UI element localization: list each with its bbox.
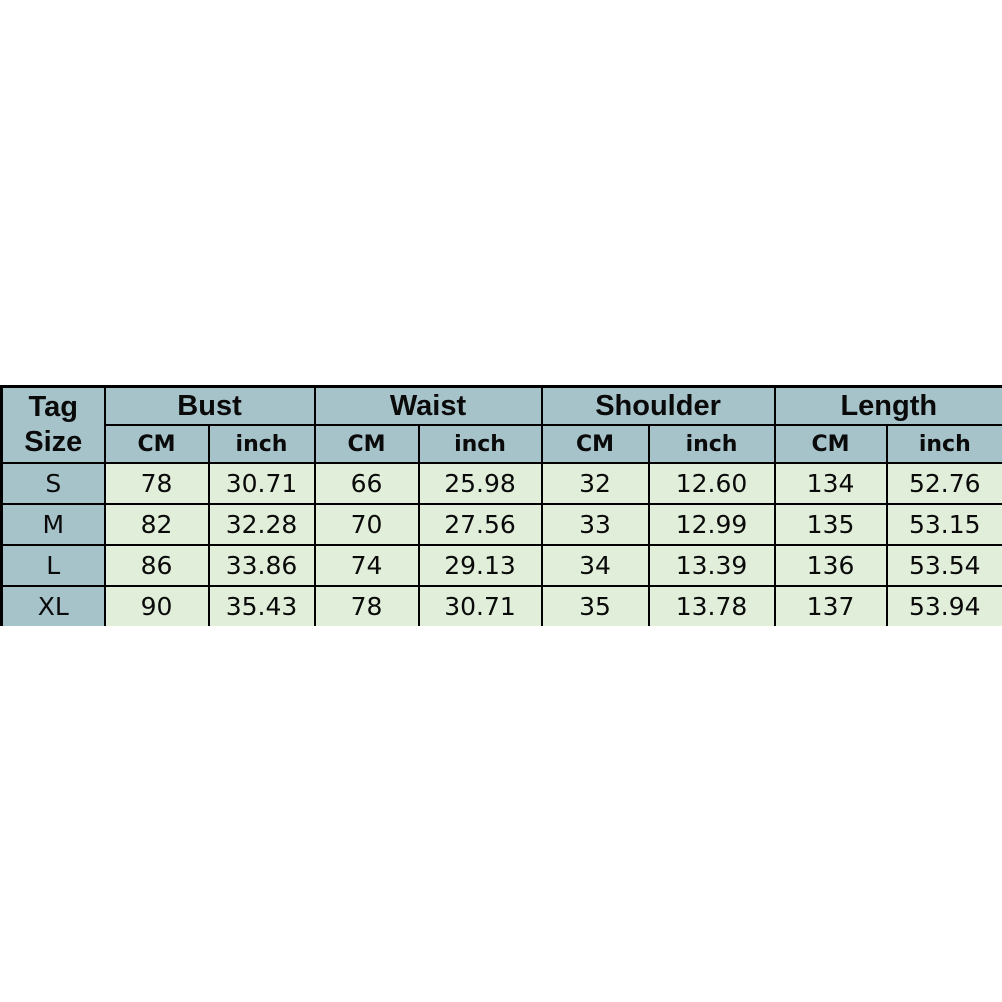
value-cell: 137	[775, 586, 887, 626]
unit-header-shoulder-inch: inch	[649, 425, 775, 463]
size-label-s: S	[2, 463, 105, 504]
unit-header-shoulder-cm: CM	[542, 425, 649, 463]
size-label-m: M	[2, 504, 105, 545]
value-cell: 12.99	[649, 504, 775, 545]
value-cell: 29.13	[419, 545, 542, 586]
unit-header-length-inch: inch	[887, 425, 1002, 463]
size-label-xl: XL	[2, 586, 105, 626]
value-cell: 32.28	[209, 504, 315, 545]
value-cell: 134	[775, 463, 887, 504]
value-cell: 25.98	[419, 463, 542, 504]
table-row-m	[2, 504, 1002, 545]
table-row-l	[2, 545, 1002, 586]
value-cell: 33.86	[209, 545, 315, 586]
value-cell: 78	[105, 463, 209, 504]
value-cell: 66	[315, 463, 419, 504]
unit-header-bust-cm: CM	[105, 425, 209, 463]
column-group-shoulder: Shoulder	[542, 387, 775, 426]
value-cell: 52.76	[887, 463, 1002, 504]
unit-header-bust-inch: inch	[209, 425, 315, 463]
value-cell: 78	[315, 586, 419, 626]
corner-header-tag-size	[2, 387, 105, 464]
value-cell: 27.56	[419, 504, 542, 545]
value-cell: 53.15	[887, 504, 1002, 545]
corner-header-line-size: Size	[24, 426, 83, 458]
value-cell: 70	[315, 504, 419, 545]
value-cell: 13.39	[649, 545, 775, 586]
value-cell: 33	[542, 504, 649, 545]
value-cell: 34	[542, 545, 649, 586]
value-cell: 12.60	[649, 463, 775, 504]
unit-header-waist-cm: CM	[315, 425, 419, 463]
table-row-s	[2, 463, 1002, 504]
value-cell: 86	[105, 545, 209, 586]
value-cell: 35.43	[209, 586, 315, 626]
unit-header-waist-inch: inch	[419, 425, 542, 463]
table-row-xl	[2, 586, 1002, 626]
value-cell: 136	[775, 545, 887, 586]
value-cell: 13.78	[649, 586, 775, 626]
value-cell: 30.71	[209, 463, 315, 504]
value-cell: 82	[105, 504, 209, 545]
value-cell: 135	[775, 504, 887, 545]
unit-header-length-cm: CM	[775, 425, 887, 463]
size-chart-table	[0, 385, 1002, 626]
size-label-l: L	[2, 545, 105, 586]
column-group-waist: Waist	[315, 387, 542, 426]
column-group-bust: Bust	[105, 387, 315, 426]
value-cell: 35	[542, 586, 649, 626]
corner-header-line-tag: Tag	[28, 391, 78, 423]
value-cell: 30.71	[419, 586, 542, 626]
value-cell: 74	[315, 545, 419, 586]
value-cell: 53.94	[887, 586, 1002, 626]
value-cell: 53.54	[887, 545, 1002, 586]
value-cell: 32	[542, 463, 649, 504]
value-cell: 90	[105, 586, 209, 626]
column-group-length: Length	[775, 387, 1002, 426]
